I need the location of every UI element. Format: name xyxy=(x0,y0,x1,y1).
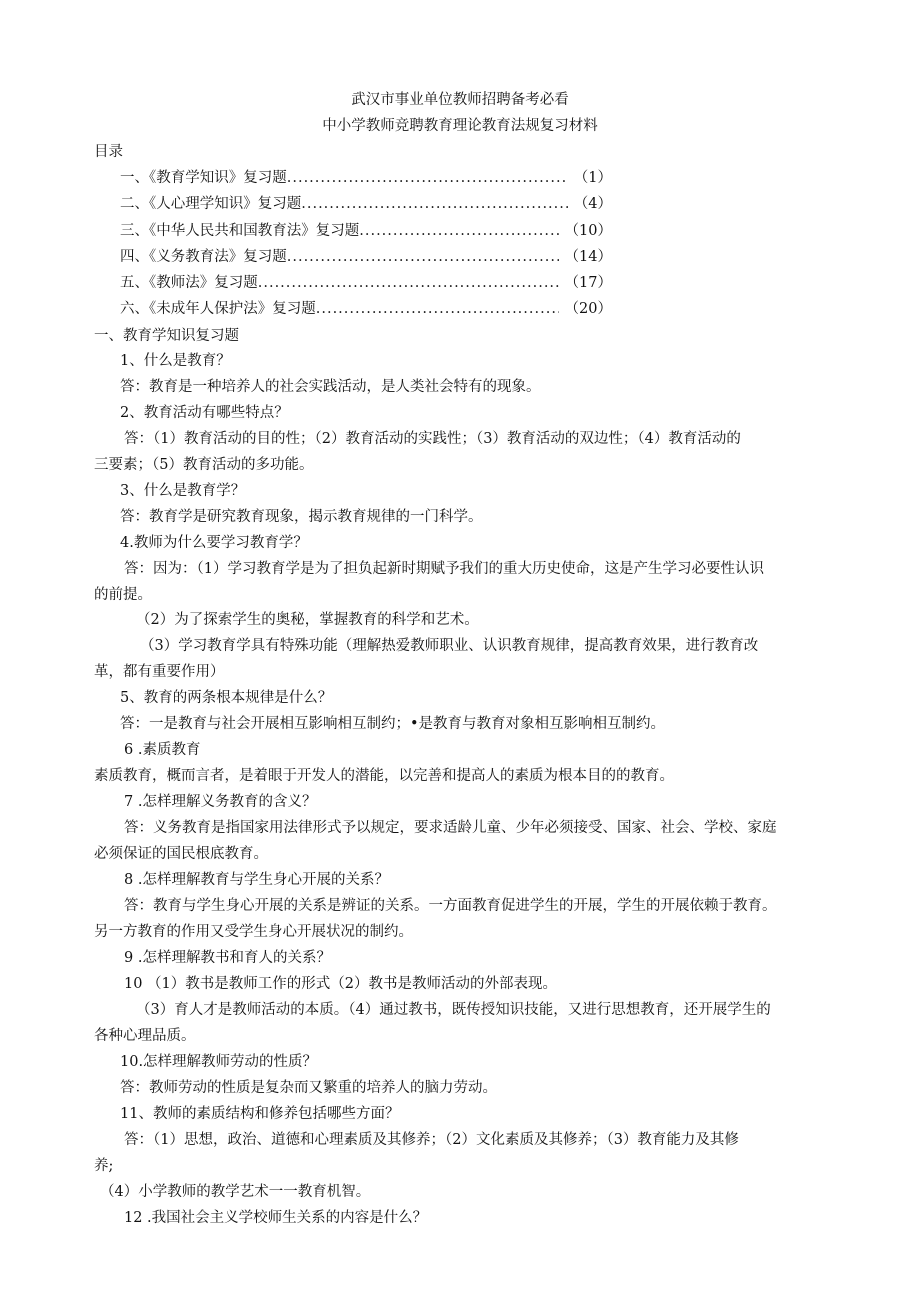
answer-point-line: （3）育人才是教师活动的本质。（4）通过教书，既传授知识技能，又进行思想教育，还开展学生的 xyxy=(136,1002,771,1018)
toc-item-label: 三、《中华人民共和国教育法》复习题 xyxy=(120,223,360,239)
toc-leader-dots xyxy=(287,247,559,267)
answer-line: 答：一是教育与社会开展相互影响相互制约；•是教育与教育对象相互影响相互制约。 xyxy=(120,716,666,732)
answer-line: 答：义务教育是指国家用法律形式予以规定，要求适龄儿童、少年必须接受、国家、社会、学校、家庭 xyxy=(124,820,777,836)
question-line: 4.教师为什么要学习教育学？ xyxy=(120,535,308,551)
answer-line: 答：（1）教育活动的目的性；（2）教育活动的实践性；（3）教育活动的双边性；（4）教育活动的 xyxy=(124,431,741,447)
answer-line: 答：（1）思想，政治、道德和心理素质及其修养；（2）文化素质及其修养；（3）教育能力及其修 xyxy=(124,1132,739,1148)
answer-line: 答：教育学是研究教育现象，揭示教育规律的一门科学。 xyxy=(120,509,483,525)
toc-item[interactable] xyxy=(120,168,612,188)
toc-item-page: （10） xyxy=(564,223,612,239)
answer-continuation-line: 必须保证的国民根底教育。 xyxy=(94,846,268,862)
answer-line: 答：因为：（1）学习教育学是为了担负起新时期赋予我们的重大历史使命，这是产生学习必要性认识 xyxy=(124,561,764,577)
toc-item-page: （1） xyxy=(573,170,612,186)
toc-item-page: （17） xyxy=(564,275,612,291)
toc-item-label: 一、《教育学知识》复习题 xyxy=(120,170,287,186)
section-heading: 一、教育学知识复习题 xyxy=(94,328,239,344)
document-title-line2: 中小学教师竞聘教育理论教育法规复习材料 xyxy=(322,118,598,134)
toc-leader-dots xyxy=(359,221,558,241)
toc-item[interactable] xyxy=(120,194,612,214)
answer-line: 素质教育，概而言者，是着眼于开发人的潜能，以完善和提高人的素质为根本目的的教育。 xyxy=(94,768,674,784)
question-line: 11、教师的素质结构和修养包括哪些方面？ xyxy=(120,1106,400,1122)
answer-continuation-line: 三要素；（5）教育活动的多功能。 xyxy=(94,457,314,473)
toc-leader-dots xyxy=(301,194,568,214)
question-line: 12 .我国社会主义学校师生关系的内容是什么？ xyxy=(124,1210,428,1226)
answer-line: 10 （1）教书是教师工作的形式（2）教书是教师活动的外部表现。 xyxy=(124,976,558,992)
toc-item-page: （4） xyxy=(573,196,612,212)
answer-line: 答：教育是一种培养人的社会实践活动，是人类社会特有的现象。 xyxy=(120,379,541,395)
question-line: 3、什么是教育学？ xyxy=(120,483,246,499)
toc-item[interactable] xyxy=(120,273,612,293)
answer-continuation-line: 革，都有重要作用） xyxy=(94,664,225,680)
toc-item[interactable] xyxy=(120,247,612,267)
answer-line: 答：教育与学生身心开展的关系是辨证的关系。一方面教育促进学生的开展，学生的开展依赖于教育。 xyxy=(124,898,777,914)
question-line: 6 .素质教育 xyxy=(124,742,201,758)
toc-item[interactable] xyxy=(120,221,612,241)
toc-leader-dots xyxy=(258,273,559,293)
answer-point-line: （4）小学教师的教学艺术一一教育机智。 xyxy=(100,1184,371,1200)
toc-item[interactable] xyxy=(120,299,612,319)
toc-item-label: 五、《教师法》复习题 xyxy=(120,275,258,291)
answer-continuation-line: 另一方教育的作用又受学生身心开展状况的制约。 xyxy=(94,924,413,940)
question-line: 5、教育的两条根本规律是什么？ xyxy=(120,690,333,706)
answer-continuation-line: 养; xyxy=(94,1158,114,1174)
toc-item-label: 六、《未成年人保护法》复习题 xyxy=(120,301,316,317)
toc-item-label: 四、《义务教育法》复习题 xyxy=(120,249,287,265)
toc-item-page: （20） xyxy=(564,301,612,317)
toc-leader-dots xyxy=(287,168,568,188)
toc-item-label: 二、《人心理学知识》复习题 xyxy=(120,196,302,212)
question-line: 9 .怎样理解教书和育人的关系？ xyxy=(124,950,331,966)
answer-continuation-line: 各种心理品质。 xyxy=(94,1028,196,1044)
document-title-line1: 武汉市事业单位教师招聘备考必看 xyxy=(351,92,569,108)
answer-continuation-line: 的前提。 xyxy=(94,587,152,603)
question-line: 10.怎样理解教师劳动的性质？ xyxy=(120,1054,318,1070)
answer-line: 答：教师劳动的性质是复杂而又繁重的培养人的脑力劳动。 xyxy=(120,1080,497,1096)
answer-point-line: （2）为了探索学生的奥秘，掌握教育的科学和艺术。 xyxy=(136,612,479,628)
question-line: 7 .怎样理解义务教育的含义？ xyxy=(124,794,317,810)
toc-item-page: （14） xyxy=(564,249,612,265)
toc-heading: 目录 xyxy=(94,144,123,160)
question-line: 2、教育活动有哪些特点？ xyxy=(120,405,289,421)
toc-leader-dots xyxy=(316,299,559,319)
question-line: 8 .怎样理解教育与学生身心开展的关系？ xyxy=(124,872,389,888)
question-line: 1、什么是教育？ xyxy=(120,353,231,369)
answer-point-line: （3）学习教育学具有特殊功能（理解热爱教师职业、认识教育规律，提高教育效果，进行教育改 xyxy=(140,638,759,654)
